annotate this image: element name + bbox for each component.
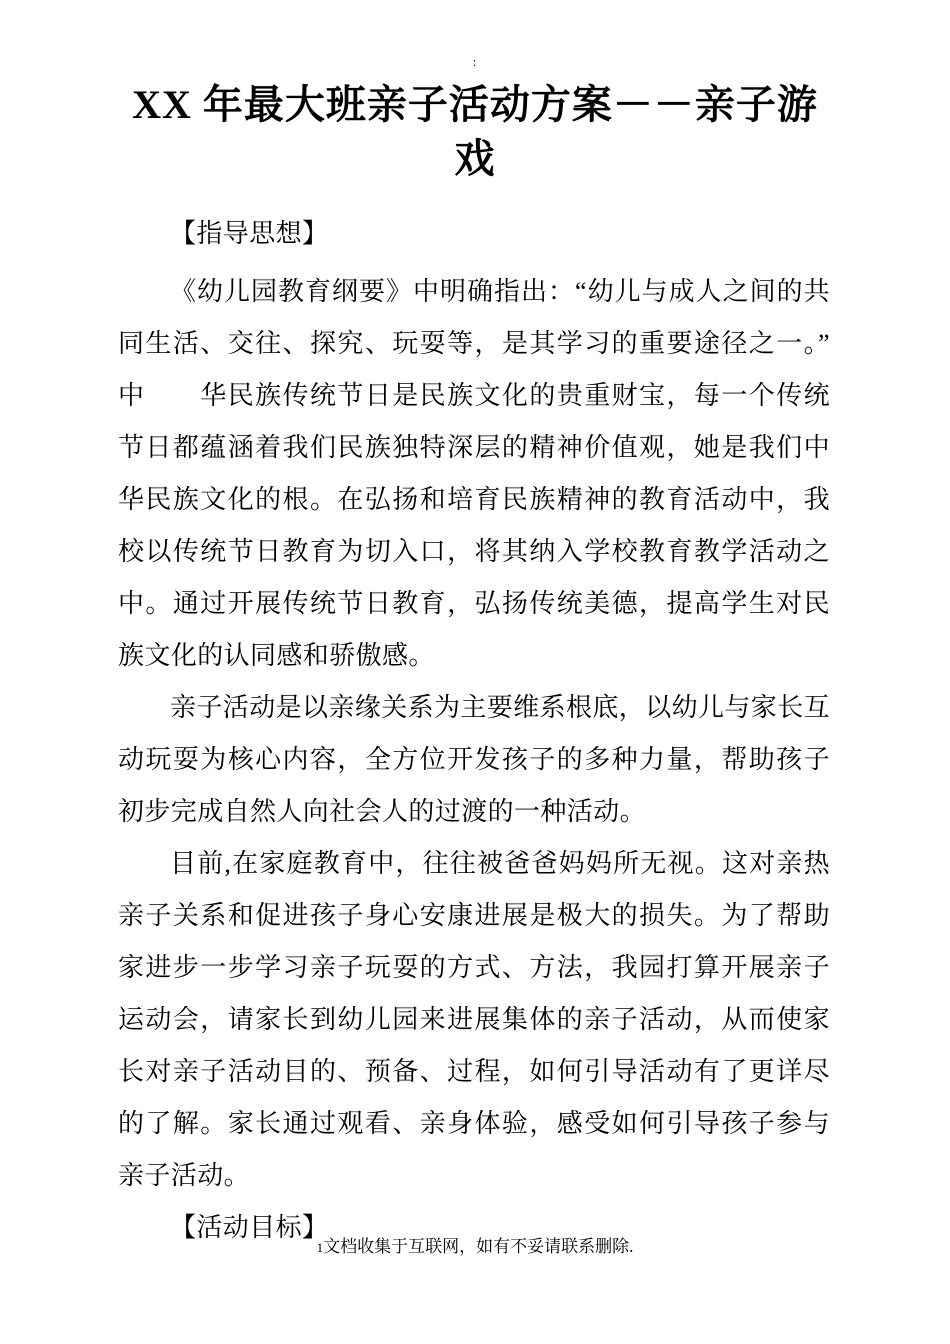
footer-note: 文档收集于互联网，如有不妥请联系删除. — [323, 1237, 634, 1256]
guiding-thought-heading: 【指导思想】 — [170, 219, 329, 248]
document-body — [0, 186, 950, 1254]
top-marker: : — [472, 54, 478, 69]
page-number: 1 — [316, 1240, 324, 1255]
page-title: XX 年最大班亲子活动方案－－亲子游戏 — [132, 82, 818, 181]
page-footer — [0, 1237, 950, 1258]
activity-goal-heading: 【活动目标】 — [170, 1213, 329, 1242]
paragraph-2: 亲子活动是以亲缘关系为主要维系根底，以幼儿与家长互动玩耍为核心内容，全方位开发孩子的多种力量，帮助孩子初步完成自然人向社会人的过渡的一种活动。 — [118, 693, 831, 826]
paragraph-3: 目前,在家庭教育中，往往被爸爸妈妈所无视。这对亲热亲子关系和促进孩子身心安康进展是极大的损失。为了帮助家进步一步学习亲子玩耍的方式、方法，我园打算开展亲子运动会，请家长到幼儿园来进展集体的亲子活动，从而使家长对亲子活动目的、预备、过程，如何引导活动有了更详尽的了解。家长通过观看、亲身体验，感受如何引导孩子参与亲子活动。 — [118, 849, 830, 1190]
paragraph-1: 《幼儿园教育纲要》中明确指出：“幼儿与成人之间的共同生活、交往、探究、玩耍等，是其学习的重要途径之一。” 中 华民族传统节日是民族文化的贵重财宝，每一个传统节日都蕴涵着我们民族独特深层的精神价值观，她是我们中华民族文化的根。在弘扬和培育民族精神的教育活动中，我校以传统节日教育为切入口，将其纳入学校教育教学活动之中。通过开展传统节日教育，弘扬传统美德，提高学生对民族文化的认同感和骄傲感。 — [118, 277, 830, 670]
